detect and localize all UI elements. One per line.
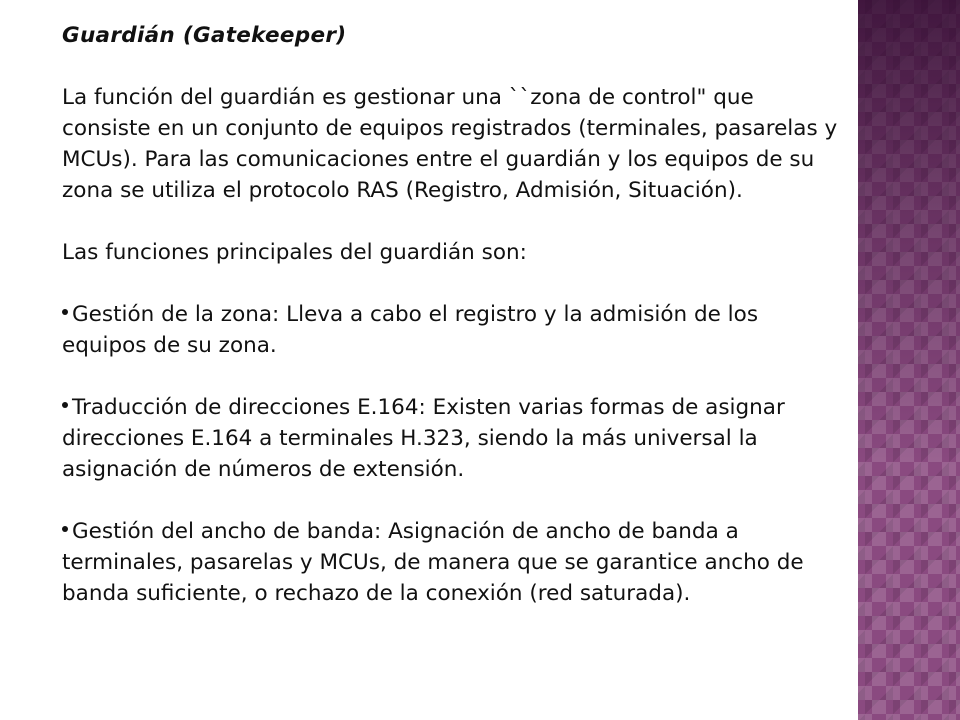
bullet-text: Gestión de la zona: Lleva a cabo el registro y la admisión de los equipos de su zona.: [62, 302, 759, 358]
spacer: [62, 206, 842, 237]
decorative-side-panel: [858, 0, 960, 720]
intro-paragraph: La función del guardián es gestionar una ``zona de control" que consiste en un conjunto de equipos registrados (terminales, pasarelas y MCUs). Para las comunicaciones entre el guardián y los equipos de su zona se utiliza el protocolo RAS (Registro, Admisión, Situación).: [62, 85, 838, 203]
bullet-text: Traducción de direcciones E.164: Existen varias formas de asignar direcciones E.164 a terminales H.323, siendo la más universal la asignación de números de extensión.: [62, 395, 785, 482]
bullet-item-zone: [62, 299, 842, 361]
bullet-item-bandwidth: [62, 516, 842, 609]
spacer: [62, 485, 842, 516]
spacer: [62, 51, 842, 82]
functions-heading: Las funciones principales del guardián son:: [62, 240, 527, 265]
bullet-icon: [62, 309, 68, 315]
spacer: [62, 361, 842, 392]
spacer: [62, 268, 842, 299]
bullet-icon: [62, 526, 68, 532]
bullet-icon: [62, 402, 68, 408]
slide-title: Guardián (Gatekeeper): [62, 23, 347, 48]
bullet-text: Gestión del ancho de banda: Asignación de ancho de banda a terminales, pasarelas y MCUs, de manera que se garantice ancho de banda suficiente, o rechazo de la conexión (red saturada).: [62, 519, 804, 606]
slide-content: [62, 20, 842, 609]
bullet-item-address: [62, 392, 842, 485]
